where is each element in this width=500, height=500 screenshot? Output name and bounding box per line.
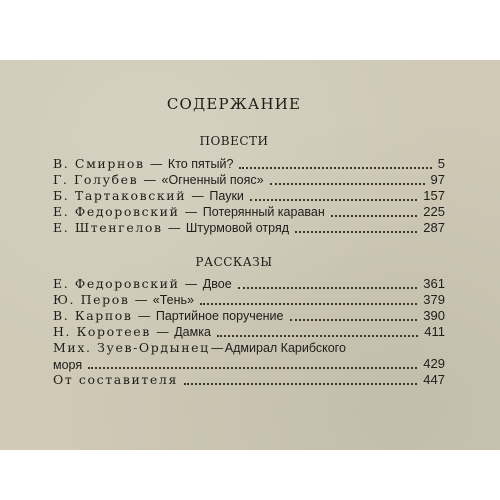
section-title-povesti: ПОВЕСТИ <box>199 134 269 148</box>
dot-leader <box>217 335 418 337</box>
entry-page-number: 361 <box>423 276 445 291</box>
entry-page-number: 225 <box>423 204 445 219</box>
entry-title: Потерянный караван <box>202 205 325 219</box>
dot-leader <box>250 199 417 201</box>
section-title-rasskazy: РАССКАЗЫ <box>195 255 273 269</box>
toc-entry: Н. Коротеев — Дамка 411 <box>53 324 445 340</box>
entry-author: В. Карпов <box>53 308 133 323</box>
toc-entry: В. Смирнов — Кто пятый? 5 <box>53 156 445 172</box>
entry-author: Е. Штенгелов <box>53 220 163 235</box>
toc-entry: Е. Федоровский — Потерянный караван 225 <box>53 204 445 220</box>
entry-title: «Огненный пояс» <box>161 173 264 187</box>
book-page <box>0 60 500 450</box>
entry-author: Б. Тартаковский <box>53 188 187 203</box>
entry-author: От составителя <box>53 372 178 387</box>
dot-leader <box>239 167 431 169</box>
entry-author: Г. Голубев <box>53 172 139 187</box>
entry-title: Кто пятый? <box>167 157 234 171</box>
dot-leader <box>295 231 417 233</box>
entry-page-number: 411 <box>424 324 445 339</box>
entry-page-number: 157 <box>423 188 445 203</box>
entry-title: Двое <box>202 277 232 291</box>
toc-entry: Мих. Зуев-Ордынец—Адмирал Карибского моря 429 <box>53 340 445 372</box>
entry-author: Н. Коротеев <box>53 324 151 339</box>
toc-entry: Ю. Перов — «Тень» 379 <box>53 292 445 308</box>
entry-title: Пауки <box>209 189 244 203</box>
entry-author: Ю. Перов <box>53 292 130 307</box>
entry-author: Е. Федоровский <box>53 204 180 219</box>
entry-author: Мих. Зуев-Ордынец <box>53 340 210 355</box>
entry-author: Е. Федоровский <box>53 276 180 291</box>
dot-leader <box>331 215 418 217</box>
toc-entry: Б. Тартаковский — Пауки 157 <box>53 188 445 204</box>
entry-page-number: 287 <box>423 220 445 235</box>
toc-list-rasskazy <box>53 276 445 388</box>
toc-entry: Е. Штенгелов — Штурмовой отряд 287 <box>53 220 445 236</box>
entry-page-number: 447 <box>423 372 445 387</box>
toc-title: СОДЕРЖАНИЕ <box>166 95 302 113</box>
toc-entry <box>53 372 445 388</box>
dot-leader <box>184 383 417 385</box>
dot-leader <box>88 367 417 369</box>
toc-list-povesti <box>53 156 445 236</box>
entry-page-number: 379 <box>423 292 445 307</box>
toc-entry: Г. Голубев — «Огненный пояс» 97 <box>53 172 445 188</box>
entry-author: В. Смирнов <box>53 156 145 171</box>
toc-entry: В. Карпов — Партийное поручение 390 <box>53 308 445 324</box>
entry-page-number: 390 <box>423 308 445 323</box>
entry-title: Штурмовой отряд <box>185 221 290 235</box>
entry-title: Адмирал Карибского <box>224 341 346 355</box>
entry-title: Дамка <box>174 325 211 339</box>
entry-page-number: 97 <box>430 172 445 187</box>
dot-leader <box>270 183 425 185</box>
toc-entry: Е. Федоровский — Двое 361 <box>53 276 445 292</box>
entry-title: «Тень» <box>152 293 195 307</box>
entry-title-continued: моря <box>53 358 83 372</box>
dot-leader <box>290 319 418 321</box>
entry-page-number: 5 <box>437 156 445 171</box>
dot-leader <box>238 287 418 289</box>
entry-title: Партийное поручение <box>155 309 284 323</box>
dot-leader <box>200 303 417 305</box>
entry-page-number: 429 <box>423 356 445 371</box>
